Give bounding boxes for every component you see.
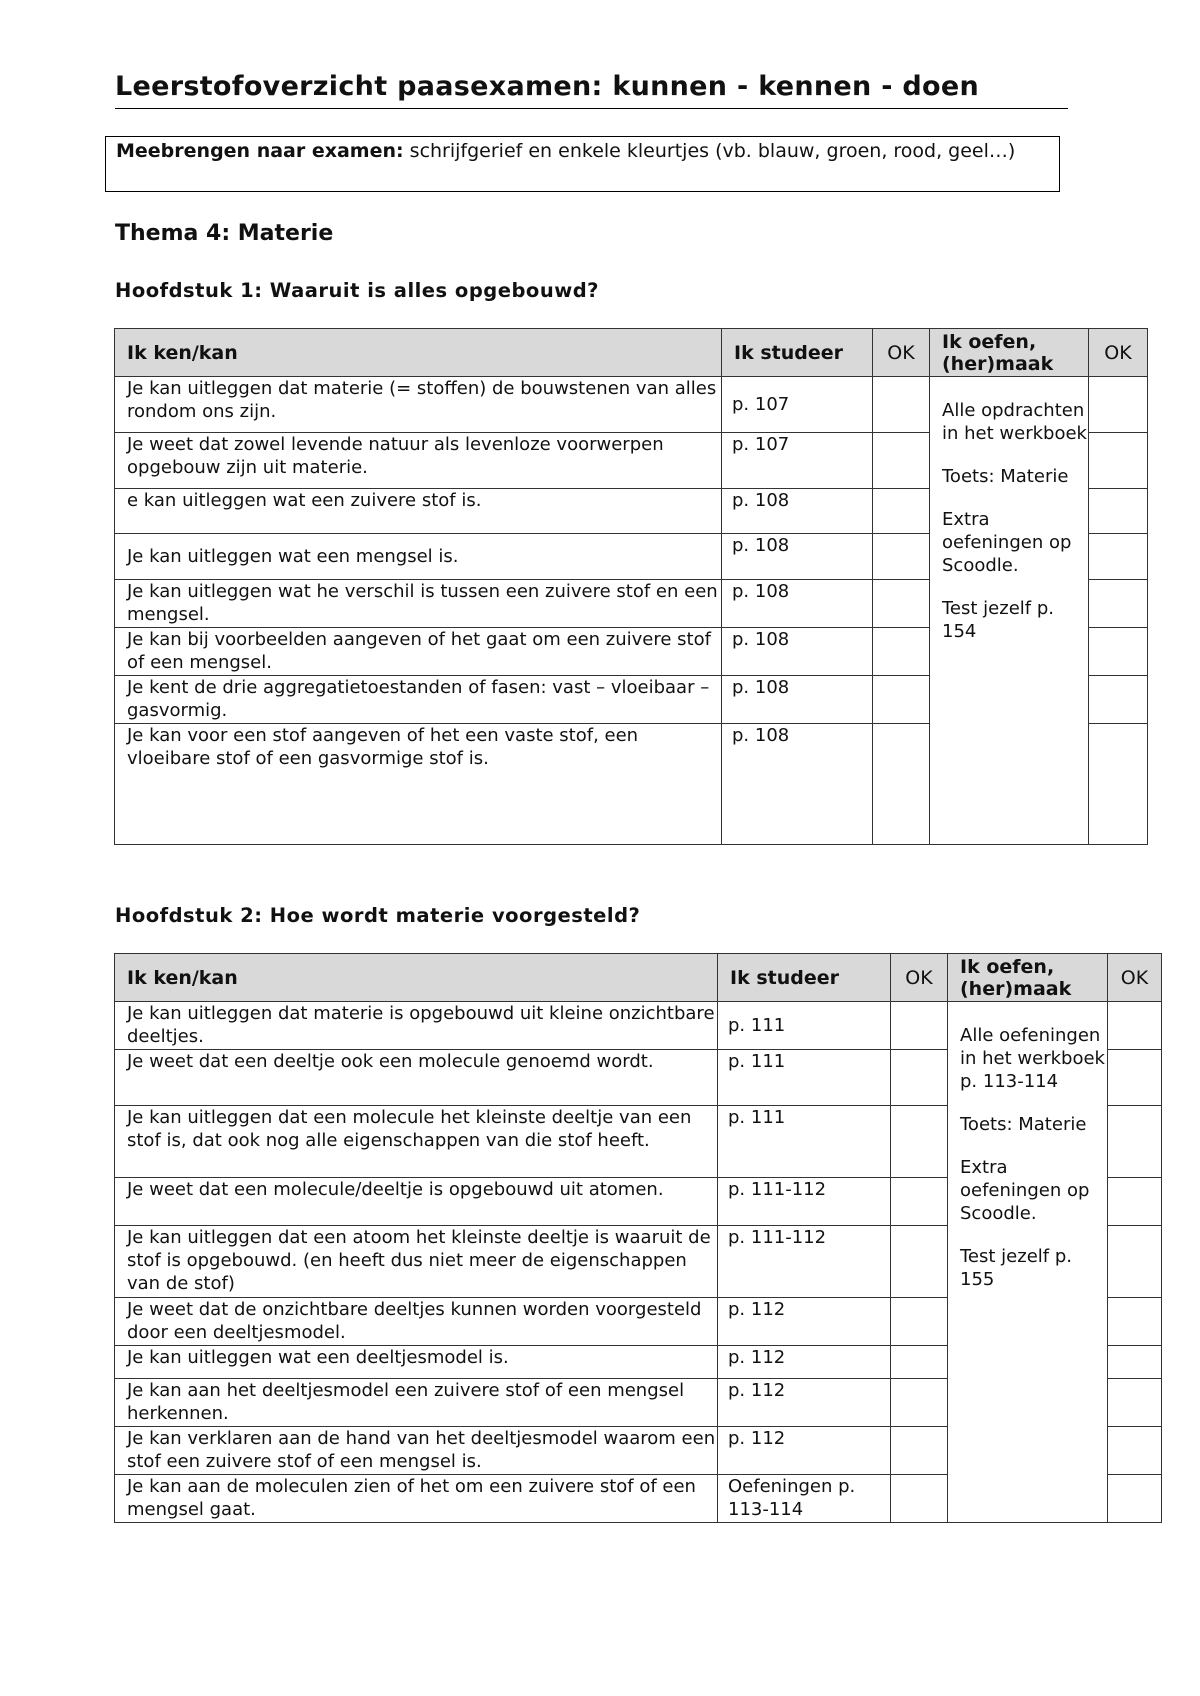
study-page: p. 108 <box>722 580 873 628</box>
ok-checkbox[interactable] <box>1108 1226 1162 1298</box>
study-page: p. 107 <box>722 433 873 489</box>
ok-checkbox[interactable] <box>891 1050 948 1106</box>
ok-checkbox[interactable] <box>873 724 930 845</box>
chapter-1-heading: Hoofdstuk 1: Waaruit is alles opgebouwd? <box>115 279 599 302</box>
study-page: p. 111 <box>718 1002 891 1050</box>
ok-checkbox[interactable] <box>891 1379 948 1427</box>
study-page: p. 108 <box>722 676 873 724</box>
study-page: p. 112 <box>718 1379 891 1427</box>
bring-to-exam-box <box>105 136 1060 192</box>
learning-goal: Je kan uitleggen wat een deeltjesmodel is. <box>115 1346 718 1379</box>
learning-goal: Je kan aan de moleculen zien of het om een zuivere stof of een mengsel gaat. <box>115 1475 718 1523</box>
learning-goal: Je kan uitleggen dat een molecule het kleinste deeltje van een stof is, dat ook nog alle eigenschappen van die stof heeft. <box>115 1106 718 1178</box>
learning-goal: Je kan voor een stof aangeven of het een vaste stof, een vloeibare stof of een gasvormige stof is. <box>115 724 722 845</box>
practice-item: Test jezelf p. 154 <box>942 598 1054 642</box>
header-studeer: Ik studeer <box>718 954 891 1002</box>
ok-checkbox[interactable] <box>891 1346 948 1379</box>
learning-goal: Je weet dat een molecule/deeltje is opgebouwd uit atomen. <box>115 1178 718 1226</box>
learning-goal: Je kan uitleggen wat he verschil is tussen een zuivere stof en een mengsel. <box>115 580 722 628</box>
ok-checkbox[interactable] <box>891 1475 948 1523</box>
header-ok: OK <box>1108 954 1162 1002</box>
ok-checkbox[interactable] <box>1089 724 1148 845</box>
chapter-1-table <box>114 328 1148 845</box>
ok-checkbox[interactable] <box>1108 1298 1162 1346</box>
study-page: Oefeningen p. 113-114 <box>718 1475 891 1523</box>
study-page: p. 112 <box>718 1427 891 1475</box>
ok-checkbox[interactable] <box>873 628 930 676</box>
header-ken-kan: Ik ken/kan <box>115 954 718 1002</box>
ok-checkbox[interactable] <box>1089 433 1148 489</box>
ok-checkbox[interactable] <box>1108 1106 1162 1178</box>
page-title: Leerstofoverzicht paasexamen: kunnen - kennen - doen <box>115 70 1068 109</box>
bring-label: Meebrengen naar examen: <box>116 140 404 162</box>
ok-checkbox[interactable] <box>1089 628 1148 676</box>
header-ok: OK <box>891 954 948 1002</box>
study-page: p. 112 <box>718 1346 891 1379</box>
ok-checkbox[interactable] <box>1108 1346 1162 1379</box>
ok-checkbox[interactable] <box>1108 1475 1162 1523</box>
ok-checkbox[interactable] <box>891 1106 948 1178</box>
learning-goal: Je kan uitleggen dat materie is opgebouwd uit kleine onzichtbare deeltjes. <box>115 1002 718 1050</box>
ok-checkbox[interactable] <box>1108 1379 1162 1427</box>
practice-item: Alle opdrachten in het werkboek <box>942 400 1087 444</box>
ok-checkbox[interactable] <box>1108 1178 1162 1226</box>
study-page: p. 108 <box>722 534 873 580</box>
ok-checkbox[interactable] <box>1089 580 1148 628</box>
practice-item: Extra oefeningen op Scoodle. <box>960 1157 1090 1224</box>
learning-goal: Je kan uitleggen dat een atoom het kleinste deeltje is waaruit de stof is opgebouwd. (en heeft dus niet meer de eigenschappen van de stof) <box>115 1226 718 1298</box>
practice-item: Test jezelf p. 155 <box>960 1246 1072 1290</box>
study-page: p. 112 <box>718 1298 891 1346</box>
header-ok: OK <box>873 329 930 377</box>
ok-checkbox[interactable] <box>1108 1050 1162 1106</box>
ok-checkbox[interactable] <box>1089 676 1148 724</box>
study-page: p. 108 <box>722 489 873 534</box>
ok-checkbox[interactable] <box>1089 377 1148 433</box>
practice-item: Extra oefeningen op Scoodle. <box>942 509 1072 576</box>
study-page: p. 108 <box>722 724 873 845</box>
practice-item: Alle oefeningen in het werkboek p. 113-114 <box>960 1025 1105 1092</box>
learning-goal: e kan uitleggen wat een zuivere stof is. <box>115 489 722 534</box>
ok-checkbox[interactable] <box>873 580 930 628</box>
table-header-row <box>115 954 1162 1002</box>
ok-checkbox[interactable] <box>891 1178 948 1226</box>
learning-goal: Je weet dat de onzichtbare deeltjes kunnen worden voorgesteld door een deeltjesmodel. <box>115 1298 718 1346</box>
ok-checkbox[interactable] <box>873 534 930 580</box>
theme-heading: Thema 4: Materie <box>115 221 334 246</box>
chapter-2-heading: Hoofdstuk 2: Hoe wordt materie voorgesteld? <box>115 904 641 927</box>
header-ken-kan: Ik ken/kan <box>115 329 722 377</box>
table-header-row <box>115 329 1148 377</box>
study-page: p. 111-112 <box>718 1178 891 1226</box>
ok-checkbox[interactable] <box>873 377 930 433</box>
ok-checkbox[interactable] <box>1089 489 1148 534</box>
table-row <box>115 377 1148 433</box>
ok-checkbox[interactable] <box>1089 534 1148 580</box>
learning-goal: Je kan aan het deeltjesmodel een zuivere stof of een mengsel herkennen. <box>115 1379 718 1427</box>
study-page: p. 111 <box>718 1050 891 1106</box>
ok-checkbox[interactable] <box>891 1226 948 1298</box>
ok-checkbox[interactable] <box>891 1427 948 1475</box>
study-page: p. 107 <box>722 377 873 433</box>
study-page: p. 108 <box>722 628 873 676</box>
header-ok: OK <box>1089 329 1148 377</box>
table-row <box>115 1002 1162 1050</box>
learning-goal: Je kan uitleggen dat materie (= stoffen) de bouwstenen van alles rondom ons zijn. <box>115 377 722 433</box>
learning-goal: Je weet dat zowel levende natuur als levenloze voorwerpen opgebouw zijn uit materie. <box>115 433 722 489</box>
practice-item: Toets: Materie <box>942 466 1069 487</box>
ok-checkbox[interactable] <box>873 489 930 534</box>
learning-goal: Je kent de drie aggregatietoestanden of fasen: vast – vloeibaar – gasvormig. <box>115 676 722 724</box>
practice-item: Toets: Materie <box>960 1114 1087 1135</box>
ok-checkbox[interactable] <box>1108 1002 1162 1050</box>
header-studeer: Ik studeer <box>722 329 873 377</box>
ok-checkbox[interactable] <box>1108 1427 1162 1475</box>
header-oefen: Ik oefen, (her)maak <box>948 954 1108 1002</box>
chapter-2-table <box>114 953 1162 1523</box>
header-oefen: Ik oefen, (her)maak <box>930 329 1089 377</box>
learning-goal: Je kan uitleggen wat een mengsel is. <box>115 534 722 580</box>
ok-checkbox[interactable] <box>891 1298 948 1346</box>
practice-cell <box>948 1002 1108 1523</box>
ok-checkbox[interactable] <box>891 1002 948 1050</box>
bring-text: schrijfgerief en enkele kleurtjes (vb. blauw, groen, rood, geel…) <box>403 140 1016 162</box>
learning-goal: Je weet dat een deeltje ook een molecule genoemd wordt. <box>115 1050 718 1106</box>
study-page: p. 111-112 <box>718 1226 891 1298</box>
learning-goal: Je kan bij voorbeelden aangeven of het gaat om een zuivere stof of een mengsel. <box>115 628 722 676</box>
ok-checkbox[interactable] <box>873 433 930 489</box>
learning-goal: Je kan verklaren aan de hand van het deeltjesmodel waarom een stof een zuivere stof of een mengsel is. <box>115 1427 718 1475</box>
ok-checkbox[interactable] <box>873 676 930 724</box>
study-page: p. 111 <box>718 1106 891 1178</box>
practice-cell <box>930 377 1089 845</box>
